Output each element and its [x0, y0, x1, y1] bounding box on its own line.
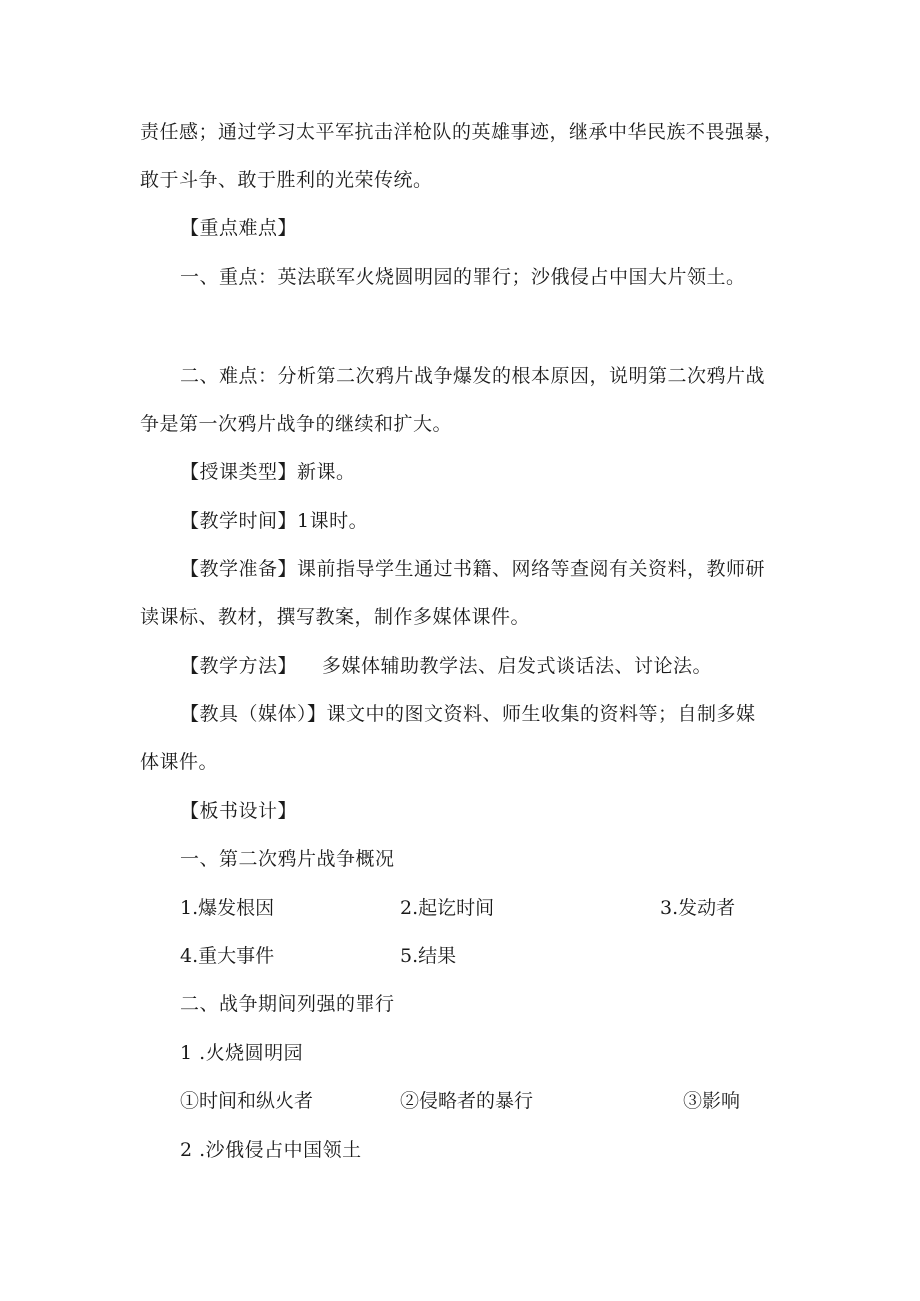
board-item: 4.重大事件: [180, 945, 275, 967]
key-point-1: 一、重点：英法联军火烧圆明园的罪行；沙俄侵占中国大片领土。: [180, 266, 746, 288]
intro-line-2: 敢于斗争、敢于胜利的光荣传统。: [140, 169, 433, 191]
board-section-1-title: 一、第二次鸦片战争概况: [180, 848, 395, 870]
board-item: 1.爆发根因: [180, 897, 275, 919]
board-sub-item: ②侵略者的暴行: [400, 1090, 534, 1112]
key-points-heading: 【重点难点】: [180, 217, 298, 239]
tools-line-1: 【教具（媒体）】课文中的图文资料、师生收集的资料等；自制多媒: [180, 703, 756, 725]
lesson-type: 【授课类型】新课。: [180, 461, 356, 483]
key-point-2-line-1: 二、难点：分析第二次鸦片战争爆发的根本原因，说明第二次鸦片战: [180, 365, 766, 387]
preparation-line-1: 【教学准备】课前指导学生通过书籍、网络等查阅有关资料，教师研: [180, 558, 766, 580]
board-item: 3.发动者: [660, 897, 736, 919]
board-item: 2.起讫时间: [400, 897, 495, 919]
preparation-line-2: 读课标、教材，撰写教案，制作多媒体课件。: [140, 606, 531, 628]
board-section-2-title: 二、战争期间列强的罪行: [180, 993, 395, 1015]
key-point-2-line-2: 争是第一次鸦片战争的继续和扩大。: [140, 413, 453, 435]
tools-line-2: 体课件。: [140, 751, 219, 773]
methods-text: 多媒体辅助教学法、启发式谈话法、讨论法。: [322, 655, 713, 677]
intro-line-1: 责任感；通过学习太平军抗击洋枪队的英雄事迹，继承中华民族不畏强暴，: [140, 121, 784, 143]
board-sub-item: ③影响: [683, 1090, 741, 1112]
board-sub-1-title: 1 .火烧圆明园: [180, 1042, 304, 1064]
board-sub-item: ①时间和纵火者: [180, 1090, 314, 1112]
board-design-heading: 【板书设计】: [180, 800, 298, 822]
board-sub-2-title: 2 .沙俄侵占中国领土: [180, 1139, 362, 1161]
lesson-time: 【教学时间】1课时。: [180, 510, 369, 532]
board-item: 5.结果: [400, 945, 457, 967]
methods-label: 【教学方法】: [180, 655, 298, 677]
